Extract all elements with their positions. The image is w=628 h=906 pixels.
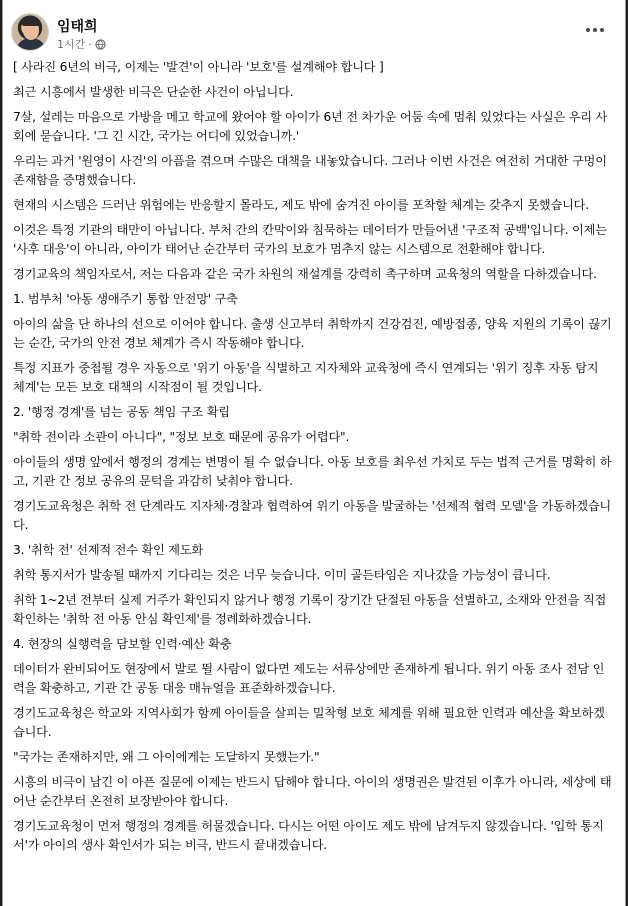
post-paragraph: 경기도교육청이 먼저 행정의 경계를 허물겠습니다. 다시는 어떤 아이도 제도 밖에 남겨두지 않겠습니다. '입학 통지서'가 아이의 생사 확인서가 되는 비극, 반드시 끝내겠습니다. — [13, 819, 604, 852]
post-paragraph: 경기교육의 책임자로서, 저는 다음과 같은 국가 차원의 재설계를 강력히 촉구하며 교육청의 역할을 다하겠습니다. — [13, 267, 597, 281]
post-body — [13, 58, 613, 861]
post-paragraph: 1. 범부처 '아동 생애주기 통합 안전망' 구축 — [13, 292, 238, 306]
more-options-icon[interactable] — [583, 24, 607, 36]
post-title: [ 사라진 6년의 비극, 이제는 '발견'이 아니라 '보호'를 설계해야 합니다 ] — [13, 60, 384, 74]
post-paragraph: 아이들의 생명 앞에서 행정의 경계는 변명이 될 수 없습니다. 아동 보호를 최우선 가치로 두는 법적 근거를 명확히 하고, 기관 간 정보 공유의 문턱을 과감히 낮춰야 합니다. — [13, 455, 612, 488]
globe-icon[interactable] — [95, 39, 106, 50]
more-dot — [600, 28, 604, 32]
post-paragraph: 경기도교육청은 학교와 지역사회가 함께 아이들을 살피는 밀착형 보호 체계를 위해 필요한 인력과 예산을 확보하겠습니다. — [13, 706, 605, 739]
post-card — [2, 0, 626, 906]
meta-separator: · — [88, 37, 92, 51]
post-paragraph: 현재의 시스템은 드러난 위험에는 반응할지 몰라도, 제도 밖에 숨겨진 아이를 포착할 체계는 갖추지 못했습니다. — [13, 198, 589, 212]
post-paragraph: 4. 현장의 실행력을 담보할 인력·예산 확충 — [13, 637, 232, 651]
post-paragraph: 우리는 과거 '원영이 사건'의 아픔을 겪으며 수많은 대책을 내놓았습니다. 그러나 이번 사건은 여전히 거대한 구멍이 존재함을 증명했습니다. — [13, 154, 607, 187]
more-dot — [586, 28, 590, 32]
post-paragraph: 최근 시흥에서 발생한 비극은 단순한 사건이 아닙니다. — [13, 85, 294, 99]
post-paragraph: 데이터가 완비되어도 현장에서 발로 뛸 사람이 없다면 제도는 서류상에만 존재하게 됩니다. 위기 아동 조사 전담 인력을 확충하고, 기관 간 공동 대응 매뉴얼을 표준화하겠습니다. — [13, 662, 605, 695]
post-paragraph: "취학 전이라 소관이 아니다", "정보 보호 때문에 공유가 어렵다". — [13, 430, 350, 444]
post-paragraph: 취학 통지서가 발송될 때까지 기다리는 것은 너무 늦습니다. 이미 골든타임은 지나갔을 가능성이 큽니다. — [13, 568, 551, 582]
post-meta — [57, 36, 106, 52]
post-paragraph: 경기도교육청은 취학 전 단계라도 지자체·경찰과 협력하여 위기 아동을 발굴하는 '선제적 협력 모델'을 가동하겠습니다. — [13, 499, 611, 532]
post-paragraph: 3. '취학 전' 선제적 전수 확인 제도화 — [13, 543, 204, 557]
post-header — [3, 0, 625, 58]
post-paragraph: 이것은 특정 기관의 태만이 아닙니다. 부처 간의 칸막이와 침묵하는 데이터가 만들어낸 '구조적 공백'입니다. 이제는 '사후 대응'이 아니라, 아이가 태어난 순간부터 국가의 보호가 멈추지 않는 시스템으로 전환해야 합니다. — [13, 223, 607, 256]
post-paragraph: 아이의 삶을 단 하나의 선으로 이어야 합니다. 출생 신고부터 취학까지 건강검진, 예방접종, 양육 지원의 기록이 끊기는 순간, 국가의 안전 경보 체계가 즉시 작동해야 합니다. — [13, 317, 612, 350]
avatar[interactable] — [11, 13, 49, 51]
post-paragraph: 2. '행정 경계'를 넘는 공동 책임 구조 확립 — [13, 405, 230, 419]
post-time[interactable]: 1시간 — [57, 38, 86, 51]
post-paragraph: 취학 1~2년 전부터 실제 거주가 확인되지 않거나 행정 기록이 장기간 단절된 아동을 선별하고, 소재와 안전을 직접 확인하는 '취학 전 아동 안심 확인제'를 정례화하겠습니다. — [13, 593, 607, 626]
author-name[interactable]: 임태희 — [57, 19, 98, 35]
post-paragraph: 특정 지표가 중첩될 경우 자동으로 '위기 아동'을 식별하고 지자체와 교육청에 즉시 연계되는 '위기 징후 자동 탐지 체계'는 모든 보호 대책의 시작점이 될 것입니다. — [13, 361, 599, 394]
avatar-hair — [22, 18, 40, 26]
more-dot — [593, 28, 597, 32]
post-paragraph: 시흥의 비극이 남긴 이 아픈 질문에 이제는 반드시 답해야 합니다. 아이의 생명권은 발견된 이후가 아니라, 세상에 태어난 순간부터 온전히 보장받아야 합니다. — [13, 775, 612, 808]
post-paragraph: "국가는 존재하지만, 왜 그 아이에게는 도달하지 못했는가." — [13, 750, 320, 764]
post-paragraph: 7살, 설레는 마음으로 가방을 메고 학교에 왔어야 할 아이가 6년 전 차가운 어둠 속에 멈춰 있었다는 사실은 우리 사회에 묻습니다. '그 긴 시간, 국가는 어디에 있었습니까.' — [13, 110, 608, 143]
